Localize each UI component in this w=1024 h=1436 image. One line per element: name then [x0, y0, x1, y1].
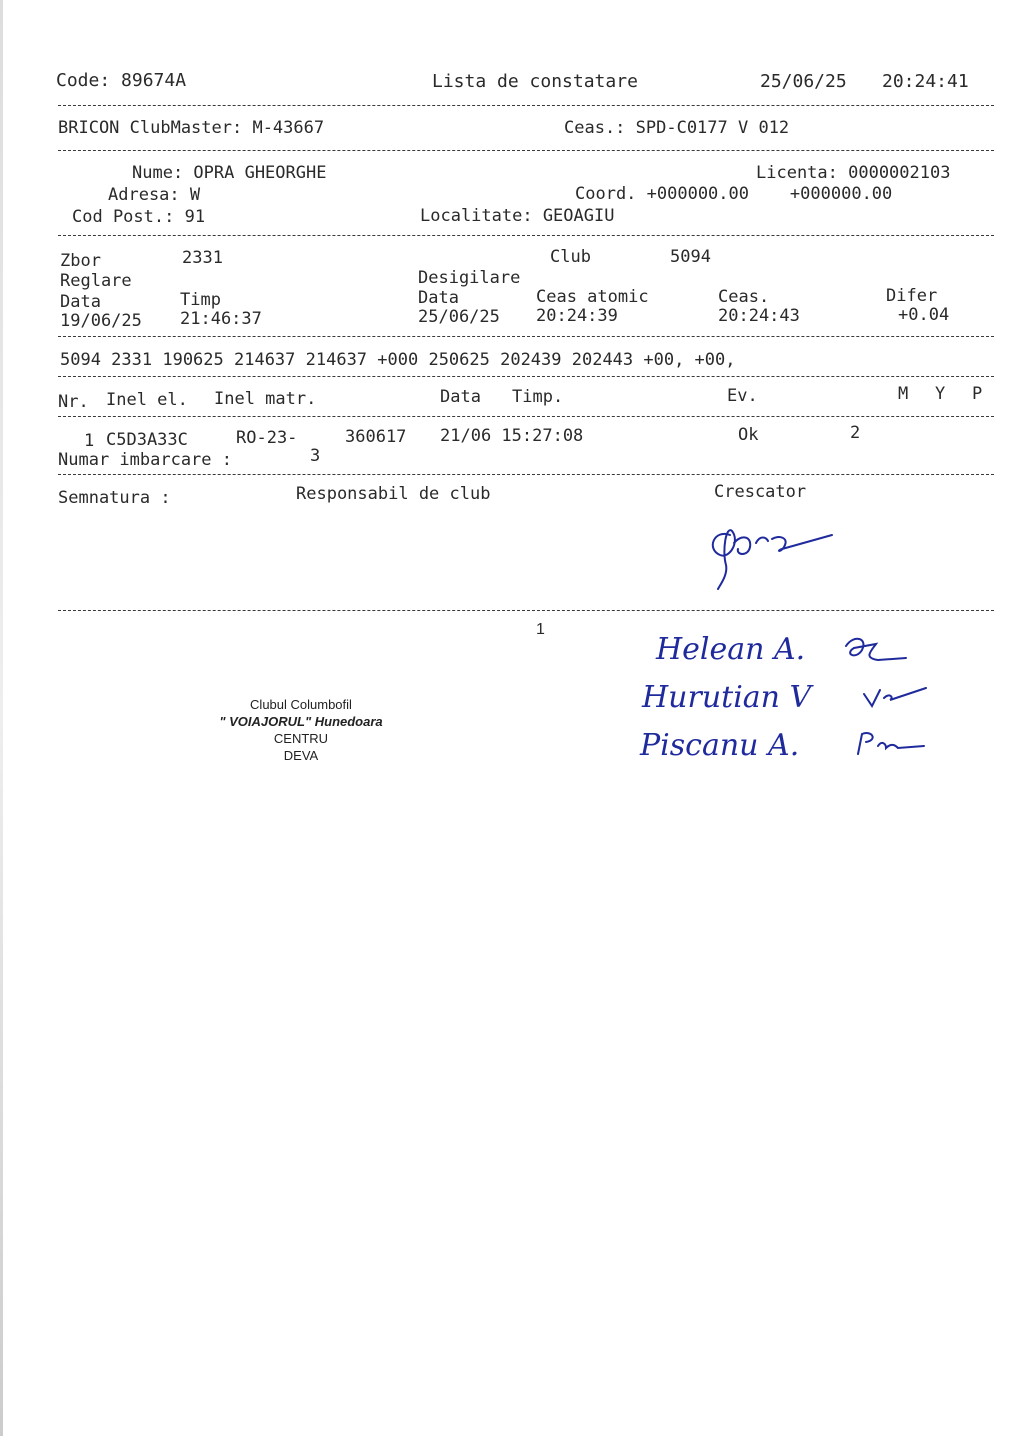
page-number: 1 [536, 621, 545, 638]
col-ceas-atomic: Ceas atomic [536, 287, 649, 307]
signature-scribble-2 [860, 684, 930, 714]
row-nr: 1 [84, 431, 95, 451]
handwritten-name-1: Helean A. [656, 632, 806, 667]
th-inel-matr: Inel matr. [214, 389, 317, 409]
stamp-line-2: " VOIAJORUL" Hunedoara [219, 714, 383, 729]
atomic-clock-time: 20:24:39 [536, 306, 618, 326]
locality: Localitate: GEOAGIU [420, 206, 615, 226]
owner-address: Adresa: W [108, 185, 201, 205]
col-ceas: Ceas. [718, 287, 770, 307]
separator [58, 336, 994, 337]
reglare-time: 21:46:37 [180, 309, 262, 329]
scan-edge [0, 0, 3, 1436]
th-inel-el: Inel el. [106, 390, 188, 410]
separator [58, 610, 994, 611]
th-nr: Nr. [58, 392, 89, 412]
handwritten-name-3: Piscanu A. [640, 728, 800, 763]
boarding-value: 3 [310, 446, 321, 466]
zbor-value: 2331 [182, 248, 223, 268]
signature-scribble-3 [852, 728, 932, 762]
separator [58, 150, 994, 151]
col-difer: Difer [886, 286, 938, 306]
stamp-line-3: CENTRU [273, 731, 329, 746]
license-number: Licenta: 0000002103 [756, 163, 951, 183]
row-inel-number: 360617 [345, 427, 407, 447]
signature-scribble-1 [840, 632, 920, 668]
th-y: Y [935, 384, 946, 404]
separator [58, 416, 994, 417]
th-data: Data [440, 387, 481, 407]
signature-label: Semnatura : [58, 488, 171, 508]
stamp-line-1: Clubul Columbofil [250, 697, 352, 712]
club-stamp [196, 696, 406, 764]
postcode: Cod Post.: 91 [72, 207, 206, 227]
row-inel-el: C5D3A33C [106, 430, 188, 450]
th-timp: Timp. [512, 387, 564, 407]
breeder-signature [700, 505, 850, 595]
separator [58, 474, 994, 475]
reglare-label: Reglare [60, 271, 132, 291]
desigilare-label: Desigilare [418, 268, 521, 288]
col-data-desigilare: Data [418, 288, 459, 308]
breeder-label: Crescator [714, 482, 807, 502]
clock-id: Ceas.: SPD-C0177 V 012 [564, 118, 790, 138]
th-p: P [972, 384, 983, 404]
clock-time: 20:24:43 [718, 306, 800, 326]
row-inel-matr: RO-23- [236, 428, 298, 448]
boarding-label: Numar imbarcare : [58, 450, 232, 470]
document-title: Lista de constatare [432, 71, 638, 92]
row-datetime: 21/06 15:27:08 [440, 426, 584, 446]
owner-name: Nume: OPRA GHEORGHE [132, 163, 327, 183]
zbor-label: Zbor [60, 251, 101, 271]
col-timp: Timp [180, 290, 221, 310]
th-ev: Ev. [727, 386, 758, 406]
data-code-line: 5094 2331 190625 214637 214637 +000 250625 202439 202443 +00, +00, [60, 350, 736, 370]
row-m: 2 [850, 423, 861, 443]
stamp-line-4: DEVA [283, 748, 319, 763]
handwritten-name-2: Hurutian V [642, 680, 812, 715]
separator [58, 235, 994, 236]
separator [58, 105, 994, 106]
row-ev: Ok [738, 425, 759, 445]
separator [58, 376, 994, 377]
col-data-reglare: Data [60, 292, 101, 312]
club-label: Club [550, 247, 591, 267]
header-time: 20:24:41 [882, 71, 969, 92]
header-date: 25/06/25 [760, 71, 847, 92]
club-responsible-label: Responsabil de club [296, 484, 491, 504]
club-value: 5094 [670, 247, 711, 267]
clubmaster-id: BRICON ClubMaster: M-43667 [58, 118, 325, 138]
desigilare-date: 25/06/25 [418, 307, 500, 327]
difference-value: +0.04 [898, 305, 950, 325]
th-m: M [898, 384, 909, 404]
code-label: Code: 89674A [56, 70, 187, 91]
reglare-date: 19/06/25 [60, 311, 142, 331]
coordinates: Coord. +000000.00 +000000.00 [575, 184, 893, 204]
